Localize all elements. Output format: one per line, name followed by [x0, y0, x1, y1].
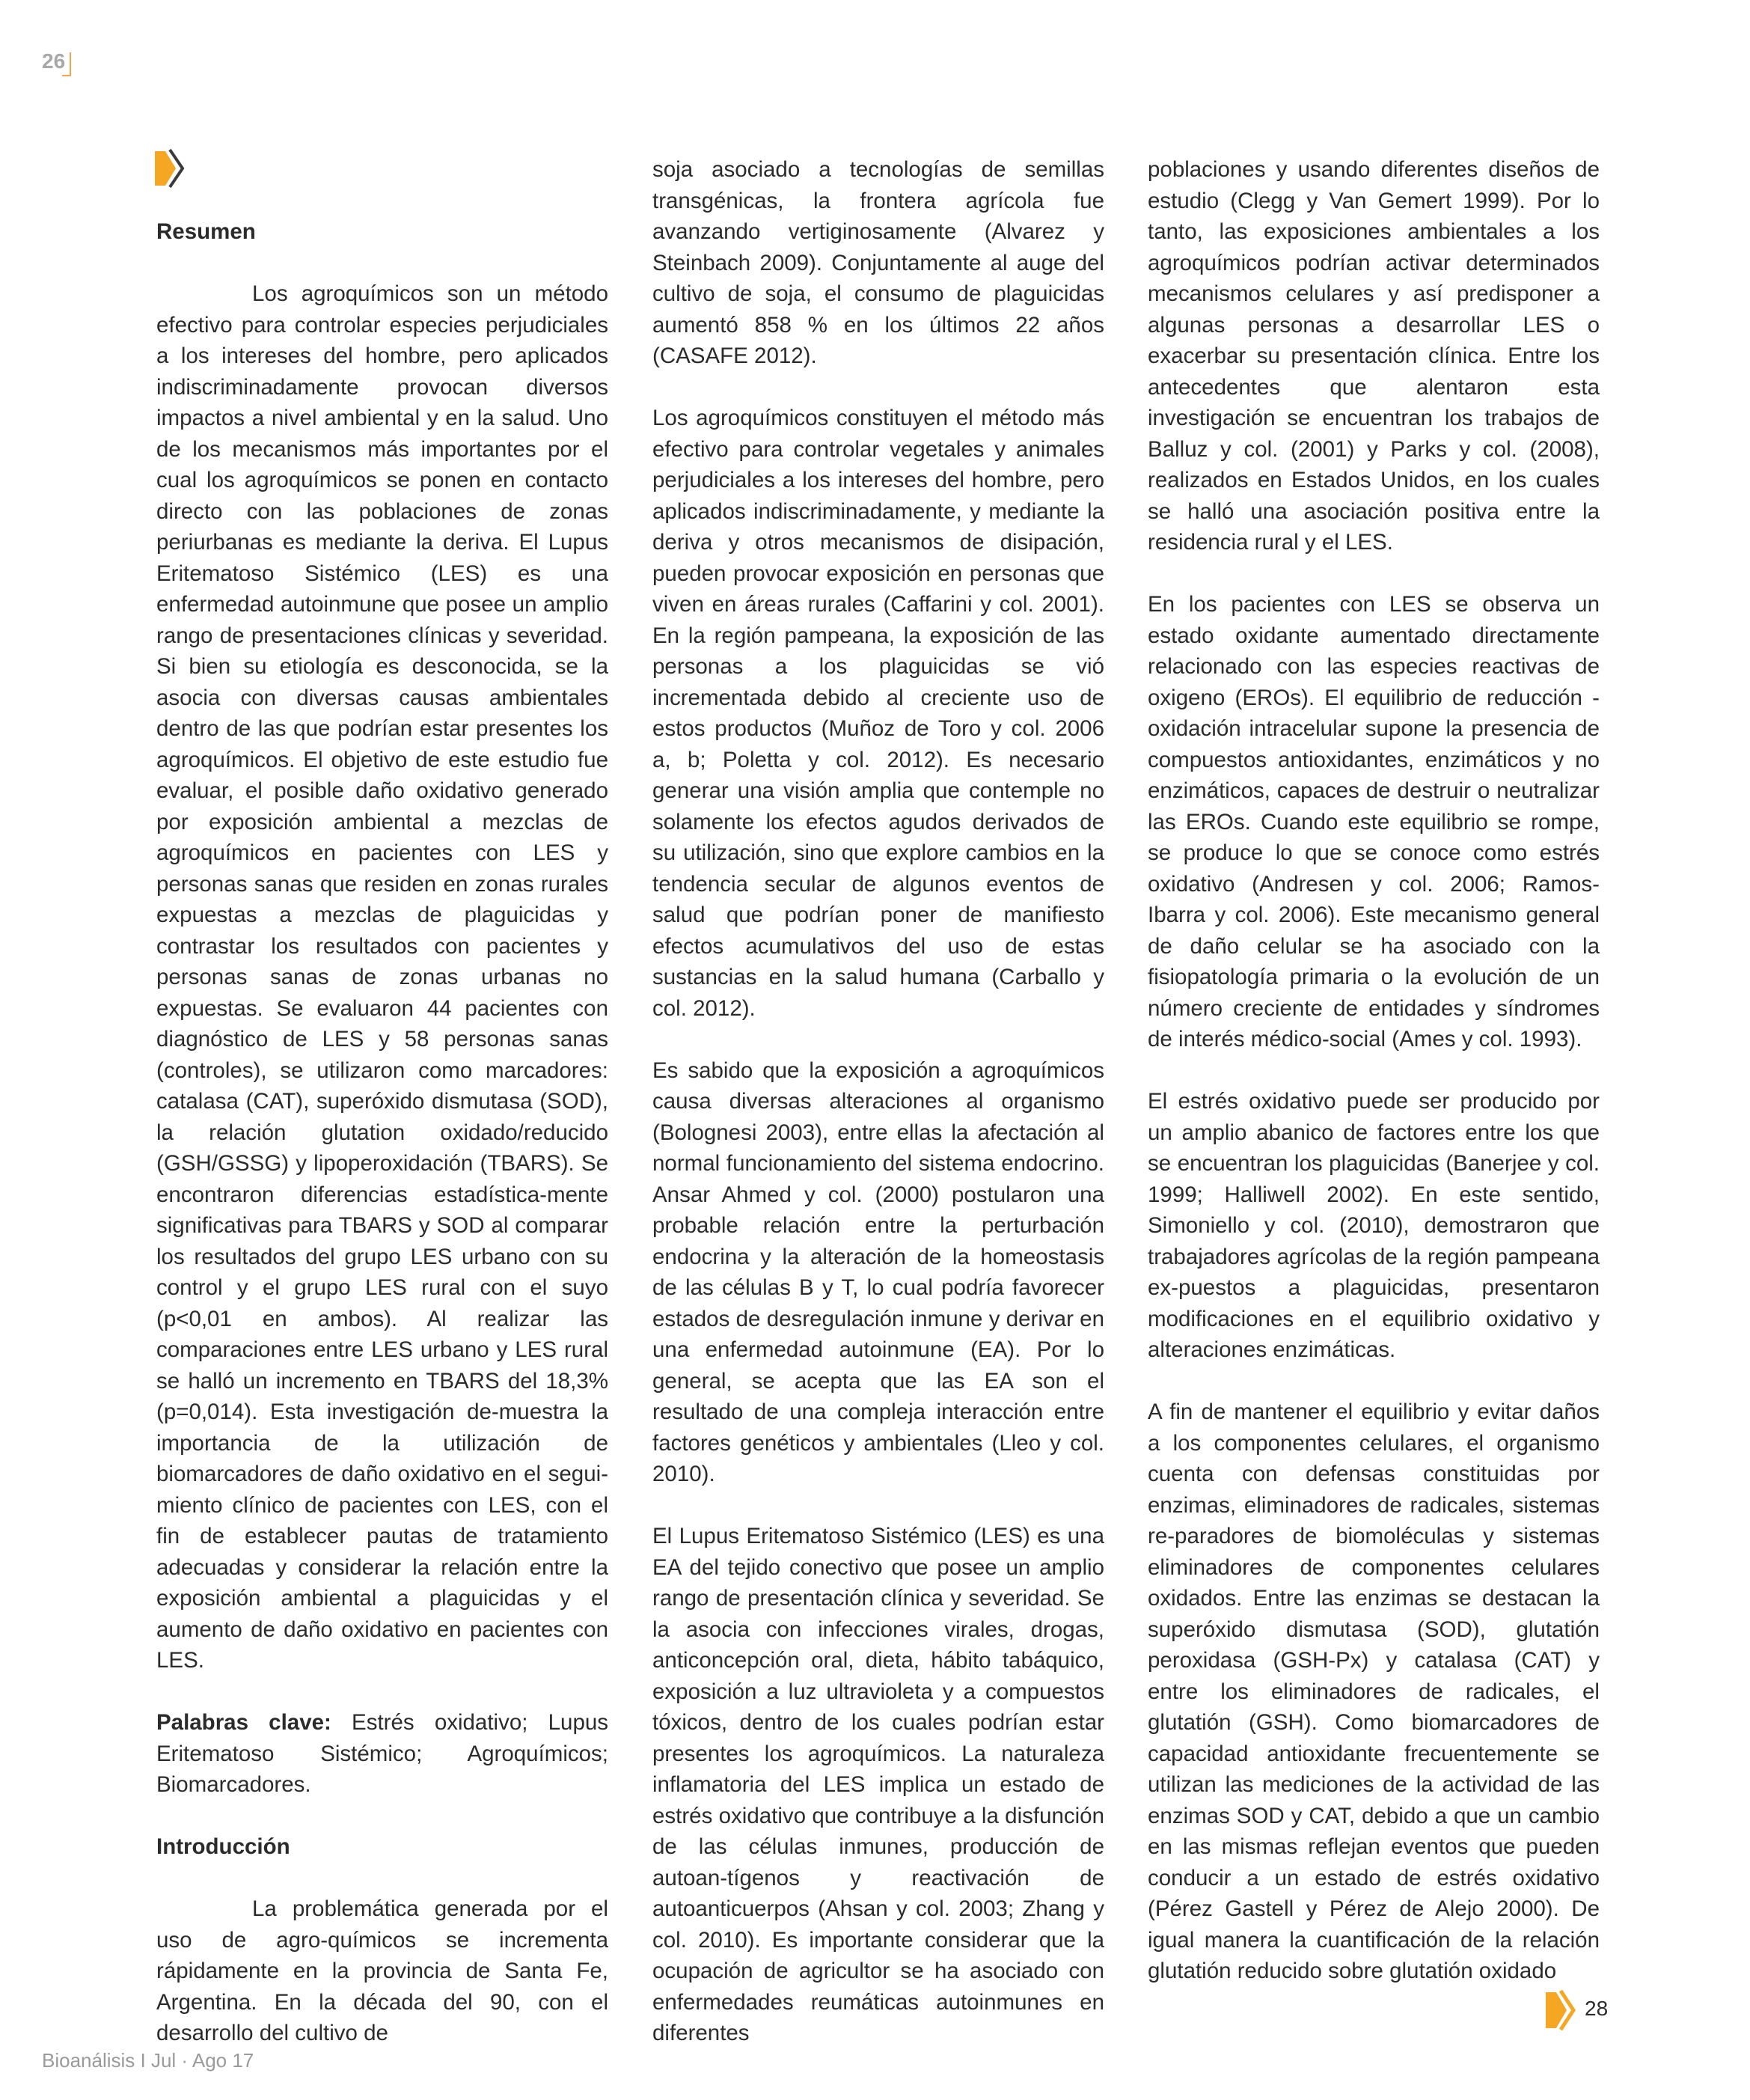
column-left — [156, 154, 608, 2080]
double-chevron-right-icon — [1546, 1989, 1579, 2031]
paragraph: soja asociado a tecnologías de semillas transgénicas, la frontera agrícola fue avanzando vertiginosamente (Alvarez y Steinbach 2009). Conjuntamente al auge del cultivo de soja, el consumo de plaguicidas aumentó 858 % en los últimos 22 años (CASAFE 2012). — [652, 157, 1104, 368]
keywords-text: Estrés oxidativo; Lupus Eritematoso Sistémico; Agroquímicos; Biomarcadores. — [156, 1710, 609, 1797]
paragraph: A fin de mantener el equilibrio y evitar daños a los componentes celulares, el organismo cuenta con defensas constituidas por enzimas, eliminadores de radicales, sistemas re-paradores de biomoléculas y sistemas eliminadores de componentes celulares oxidados. Entre las enzimas se destacan la superóxido dismutasa (SOD), glutatión peroxidasa (GSH-Px) y catalasa (CAT) y entre los eliminadores de radicales, el glutatión (GSH). Como biomarcadores de capacidad antioxidante frecuentemente se utilizan las mediciones de la actividad de las enzimas SOD y CAT, debido a que un cambio en las mismas reflejan eventos que pueden conducir a un estado de estrés oxidativo (Pérez Gastell y Pérez de Alejo 2000). De igual manera la cuantificación de la relación glutatión reducido sobre glutatión oxidado — [1148, 1400, 1600, 1983]
column-right — [1148, 154, 1600, 2018]
paragraph: Es sabido que la exposición a agroquímicos causa diversas alteraciones al organismo (Bolognesi 2003), entre ellas la afectación al normal funcionamiento del sistema endocrino. Ansar Ahmed y col. (2000) postularon una probable relación entre la perturbación endocrina y la alteración de la homeostasis de las células B y T, lo cual podría favorecer estados de desregulación inmune y derivar en una enfermedad autoinmune (EA). Por lo general, se acepta que las EA son el resultado de una compleja interacción entre factores genéticos y ambientales (Lleo y col. 2010). — [652, 1057, 1104, 1486]
paragraph: Los agroquímicos constituyen el método más efectivo para controlar vegetales y animales perjudiciales a los intereses del hombre, pero aplicados indiscriminadamente, y mediante la deriva y otros mecanismos de disipación, pueden provocar exposición en personas que viven en áreas rurales (Caffarini y col. 2001). En la región pampeana, la exposición de las personas a los plaguicidas se vió incrementada debido al creciente uso de estos productos (Muñoz de Toro y col. 2006 a, b; Poletta y col. 2012). Es necesario generar una visión amplia que contemple no solamente los efectos agudos derivados de su utilización, sino que explore cambios en la tendencia secular de algunos eventos de salud que podrían poner de manifiesto efectos acumulativos del uso de estas sustancias en la salud humana (Carballo y col. 2012). — [652, 406, 1104, 1021]
column-middle — [652, 154, 1104, 2080]
abstract-heading: Resumen — [156, 219, 256, 244]
introduction-heading: Introducción — [156, 1834, 290, 1859]
paragraph: En los pacientes con LES se observa un estado oxidante aumentado directamente relacionado con las especies reactivas de oxigeno (EROs). El equilibrio de reducción - oxidación intracelular supone la presencia de compuestos antioxidantes, enzimáticos y no enzimáticos, capaces de destruir o neutralizar las EROs. Cuando este equilibrio se rompe, se produce lo que se conoce como estrés oxidativo (Andresen y col. 2006; Ramos-Ibarra y col. 2006). Este mecanismo general de daño celular se ha asociado con la fisiopatología primaria o la evolución de un número creciente de entidades y síndromes de interés médico-social (Ames y col. 1993). — [1148, 592, 1600, 1051]
introduction-paragraph: La problemática generada por el uso de agro-químicos se incrementa rápidamente en la provincia de Santa Fe, Argentina. En la década del 90, con el desarrollo del cultivo de — [156, 1896, 608, 2045]
publication-footer: Bioanálisis I Jul · Ago 17 — [42, 2049, 254, 2072]
paragraph: poblaciones y usando diferentes diseños de estudio (Clegg y Van Gemert 1999). Por lo tanto, las exposiciones ambientales a los agroquímicos podrían activar determinados mecanismos celulares y así predisponer a algunas personas a desarrollar LES o exacerbar su presentación clínica. Entre los antecedentes que alentaron esta investigación se encuentran los trabajos de Balluz y col. (2001) y Parks y col. (2008), realizados en Estados Unidos, en los cuales se halló una asociación positiva entre la residencia rural y el LES. — [1148, 157, 1600, 555]
keywords-paragraph — [156, 1707, 608, 1801]
keywords-label: Palabras clave: — [156, 1710, 331, 1735]
top-page-number: 26 — [42, 49, 66, 73]
paragraph: El Lupus Eritematoso Sistémico (LES) es una EA del tejido conectivo que posee un amplio rango de presentación clínica y severidad. Se la asocia con infecciones virales, drogas, anticoncepción oral, dieta, hábito tabáquico, exposición a luz ultravioleta y a compuestos tóxicos, dentro de los cuales podrían estar presentes los agroquímicos. La naturaleza inflamatoria del LES implica un estado de estrés oxidativo que contribuye a la disfunción de las células inmunes, producción de autoan-tígenos y reactivación de autoanticuerpos (Ahsan y col. 2003; Zhang y col. 2010). Es importante considerar que la ocupación de agricultor se ha asociado con enfermedades reumáticas autoinmunes en diferentes — [652, 1524, 1104, 2045]
paragraph: El estrés oxidativo puede ser producido por un amplio abanico de factores entre los que se encuentran los plaguicidas (Banerjee y col. 1999; Halliwell 2002). En este sentido, Simoniello y col. (2010), demostraron que trabajadores agrícolas de la región pampeana ex-puestos a plaguicidas, presentaron modificaciones en el equilibrio oxidativo y alteraciones enzimáticas. — [1148, 1089, 1600, 1362]
bottom-page-number: 28 — [1585, 1997, 1609, 2020]
abstract-text: Los agroquímicos son un método efectivo para controlar especies perjudiciales a los intereses del hombre, pero aplicados indiscriminadamente provocan diversos impactos a nivel ambiental y en la salud. Uno de los mecanismos más importantes por el cual los agroquímicos se ponen en contacto directo con las poblaciones de zonas periurbanas es mediante la deriva. El Lupus Eritematoso Sistémico (LES) es una enfermedad autoinmune que posee un amplio rango de presentaciones clínicas y severidad. Si bien su etiología es desconocida, se la asocia con diversas causas ambientales dentro de las que podrían estar presentes los agroquímicos. El objetivo de este estudio fue evaluar, el posible daño oxidativo generado por exposición ambiental a mezclas de agroquímicos en pacientes con LES y personas sanas que residen en zonas rurales expuestas a mezclas de plaguicidas y contrastar los resultados con pacientes y personas sanas de zonas urbanas no expuestas. Se evaluaron 44 pacientes con diagnóstico de LES y 58 personas sanas (controles), se utilizaron como marcadores: catalasa (CAT), superóxido dismutasa (SOD), la relación glutation oxidado/reducido (GSH/GSSG) y lipoperoxidación (TBARS). Se encontraron diferencias estadística-mente significativas para TBARS y SOD al comparar los resultados del grupo LES urbano con su control y el grupo LES rural con el suyo (p<0,01 en ambos). Al realizar las comparaciones entre LES urbano y LES rural se halló un incremento en TBARS del 18,3% (p=0,014). Esta investigación de-muestra la importancia de la utilización de biomarcadores de daño oxidativo en el segui-miento clínico de pacientes con LES, con el fin de establecer pautas de tratamiento adecuadas y considerar la relación entre la exposición ambiental a plaguicidas y el aumento de daño oxidativo en pacientes con LES. — [156, 281, 608, 1673]
